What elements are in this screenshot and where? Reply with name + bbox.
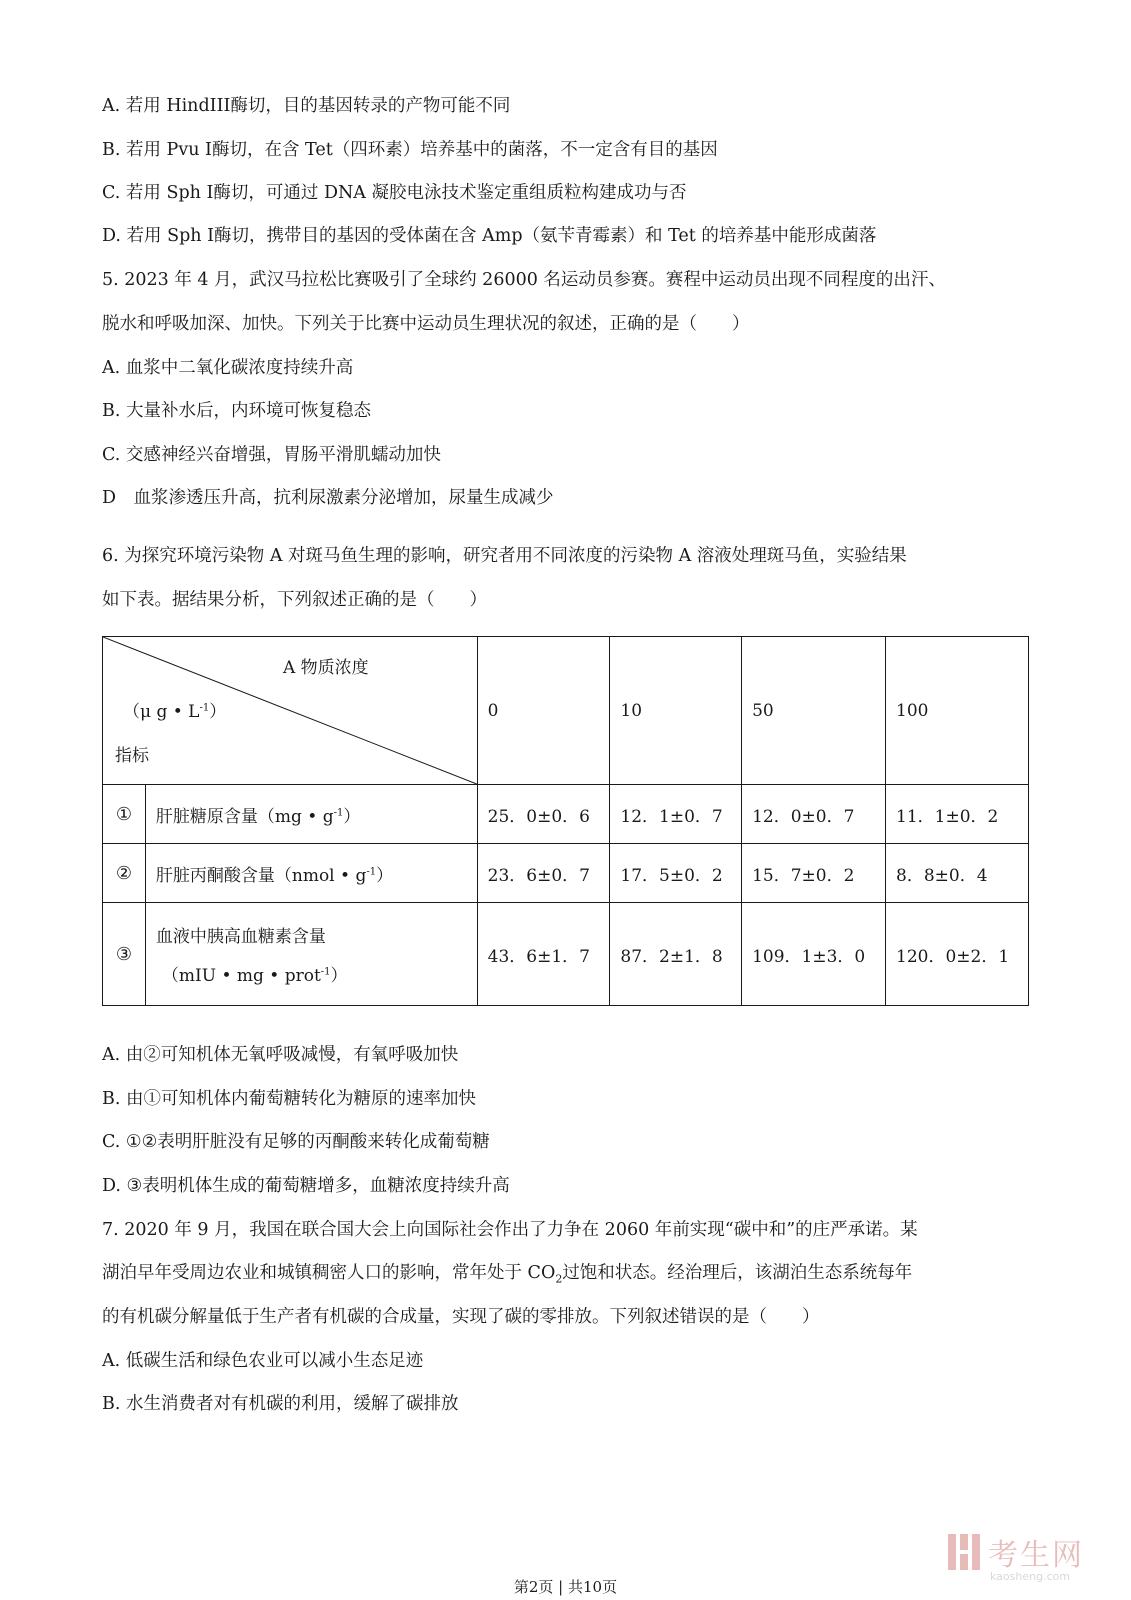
watermark-url: kaosheng.com bbox=[990, 1570, 1071, 1583]
table-row bbox=[103, 785, 1029, 844]
q6-results-table bbox=[102, 636, 1029, 1006]
header-concentration-label: A 物质浓度 bbox=[283, 658, 369, 678]
q6-option-a: A. 由②可知机体无氧呼吸减慢，有氧呼吸加快 bbox=[102, 1045, 459, 1065]
table-row bbox=[103, 903, 1029, 1006]
header-indicator-label: 指标 bbox=[115, 746, 149, 766]
q5-stem-line1: 5. 2023 年 4 月，武汉马拉松比赛吸引了全球约 26000 名运动员参赛。赛程中运动员出现不同程度的出汗、 bbox=[102, 270, 946, 290]
row-indicator-liver-pyruvate: 肝脏丙酮酸含量（nmol • $g^{-1}$） bbox=[145, 844, 477, 903]
row-indicator-liver-glycogen: 肝脏糖原含量（mg • $g^{-1}$） bbox=[145, 785, 477, 844]
table-cell: 12．1±0．7 bbox=[610, 785, 742, 844]
page-footer: 第2页 | 共10页 bbox=[513, 1578, 618, 1596]
q5-option-b: B. 大量补水后，内环境可恢复稳态 bbox=[102, 401, 371, 421]
q5-stem-line2: 脱水和呼吸加深、加快。下列关于比赛中运动员生理状况的叙述，正确的是（ ） bbox=[102, 314, 750, 334]
table-row bbox=[103, 844, 1029, 903]
q7-stem-line2: 湖泊早年受周边农业和城镇稠密人口的影响，常年处于 $CO_2$过饱和状态。经治理后，该湖泊生态系统每年 bbox=[102, 1263, 913, 1286]
q7-stem-line3: 的有机碳分解量低于生产者有机碳的合成量，实现了碳的零排放。下列叙述错误的是（ ） bbox=[102, 1307, 820, 1327]
q6-option-d: D. ③表明机体生成的葡萄糖增多，血糖浓度持续升高 bbox=[102, 1176, 510, 1196]
table-cell: 17．5±0．2 bbox=[610, 844, 742, 903]
table-header-row bbox=[103, 637, 1029, 785]
row-index: ② bbox=[103, 844, 146, 903]
table-diagonal-header bbox=[103, 637, 478, 785]
q7-option-b: B. 水生消费者对有机碳的利用，缓解了碳排放 bbox=[102, 1394, 459, 1414]
table-cell: 12．0±0．7 bbox=[742, 785, 886, 844]
q6-stem-line1: 6. 为探究环境污染物 A 对斑马鱼生理的影响，研究者用不同浓度的污染物 A 溶液处理斑马鱼，实验结果 bbox=[102, 546, 907, 566]
table-cell: 120．0±2．1 bbox=[886, 903, 1029, 1006]
concentration-100: 100 bbox=[886, 637, 1029, 785]
logo-mark-icon bbox=[946, 1532, 982, 1572]
table-cell: 87．2±1．8 bbox=[610, 903, 742, 1006]
q7-stem-line1: 7. 2020 年 9 月，我国在联合国大会上向国际社会作出了力争在 2060 年前实现“碳中和”的庄严承诺。某 bbox=[102, 1220, 918, 1240]
q5-option-c: C. 交感神经兴奋增强，胃肠平滑肌蠕动加快 bbox=[102, 445, 441, 465]
row-indicator-blood-glucagon: 血液中胰高血糖素含量 （mIU • mg • prot$^{-1}$） bbox=[145, 903, 477, 1006]
q5-option-d: D 血浆渗透压升高，抗利尿激素分泌增加，尿量生成减少 bbox=[102, 488, 554, 508]
table-cell: 15．7±0．2 bbox=[742, 844, 886, 903]
q6-option-c: C. ①②表明肝脏没有足够的丙酮酸来转化成葡萄糖 bbox=[102, 1132, 490, 1152]
watermark-name: 考生网 bbox=[988, 1538, 1084, 1573]
table-cell: 23．6±0．7 bbox=[477, 844, 610, 903]
q7-option-a: A. 低碳生活和绿色农业可以减小生态足迹 bbox=[102, 1351, 424, 1371]
table-cell: 8．8±0．4 bbox=[886, 844, 1029, 903]
q4-option-c: C. 若用 Sph Ⅰ酶切，可通过 DNA 凝胶电泳技术鉴定重组质粒构建成功与否 bbox=[102, 183, 687, 203]
concentration-0: 0 bbox=[477, 637, 610, 785]
q4-option-b: B. 若用 Pvu Ⅰ酶切，在含 Tet（四环素）培养基中的菌落，不一定含有目的基因 bbox=[102, 140, 718, 160]
q4-option-a: A. 若用 HindIII酶切，目的基因转录的产物可能不同 bbox=[102, 96, 511, 116]
row-index: ③ bbox=[103, 903, 146, 1006]
q5-option-a: A. 血浆中二氧化碳浓度持续升高 bbox=[102, 358, 354, 378]
concentration-50: 50 bbox=[742, 637, 886, 785]
header-unit-label: （μ g • $L^{-1}$） bbox=[123, 702, 227, 722]
table-cell: 11．1±0．2 bbox=[886, 785, 1029, 844]
table-cell: 109．1±3．0 bbox=[742, 903, 886, 1006]
q6-option-b: B. 由①可知机体内葡萄糖转化为糖原的速率加快 bbox=[102, 1089, 476, 1109]
q4-option-d: D. 若用 Sph Ⅰ酶切，携带目的基因的受体菌在含 Amp（氨苄青霉素）和 Tet 的培养基中能形成菌落 bbox=[102, 226, 877, 246]
concentration-10: 10 bbox=[610, 637, 742, 785]
table-cell: 43．6±1．7 bbox=[477, 903, 610, 1006]
table-cell: 25．0±0．6 bbox=[477, 785, 610, 844]
q6-stem-line2: 如下表。据结果分析，下列叙述正确的是（ ） bbox=[102, 590, 487, 610]
row-index: ① bbox=[103, 785, 146, 844]
